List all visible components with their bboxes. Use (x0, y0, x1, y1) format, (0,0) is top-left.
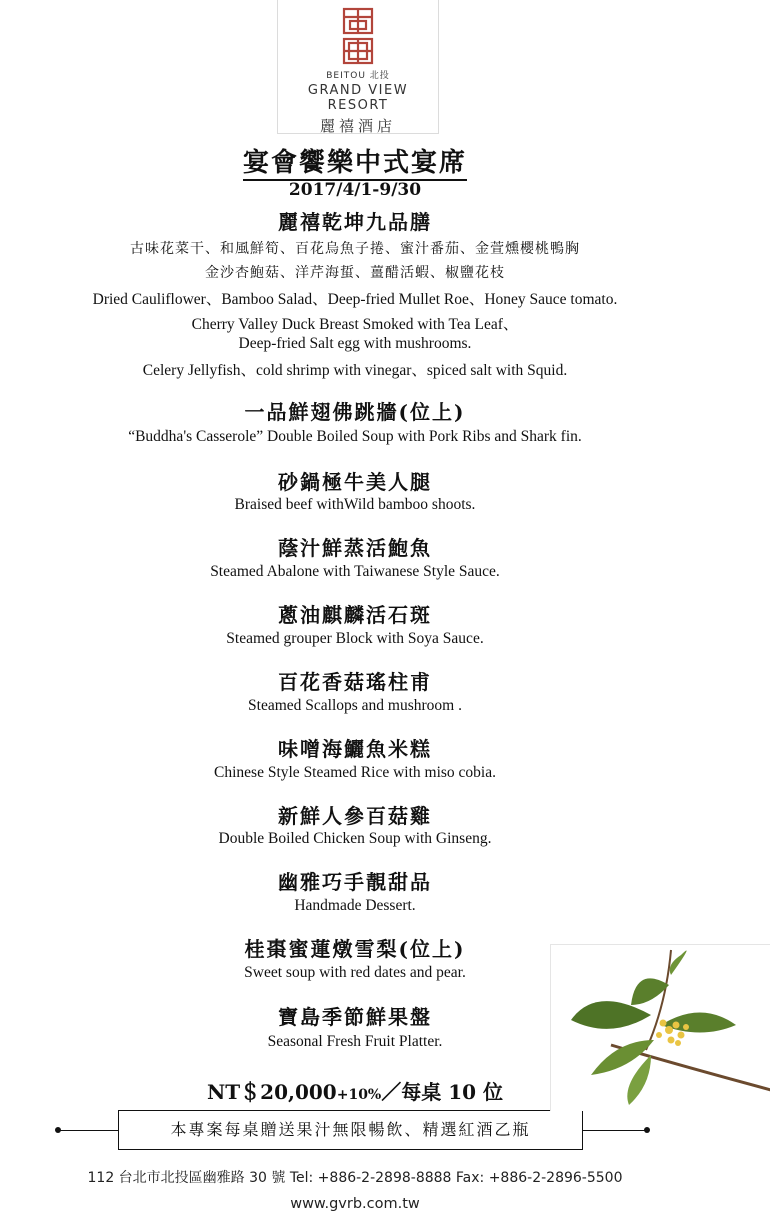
course-name: 百花香菇瑤柱甫 (278, 670, 432, 694)
course-name: 一品鮮翅佛跳牆(位上) (244, 400, 466, 424)
course-name: 味噌海鱺魚米糕 (278, 737, 432, 761)
course-en-desc: Steamed grouper Block with Soya Sauce. (226, 630, 484, 647)
course-en-desc-line1: Dried Cauliflower、Bamboo Salad、Deep-fried Mullet Roe、Honey Sauce tomato. (92, 291, 618, 308)
right-dot-ornament (644, 1127, 650, 1133)
service-charge: +10% (336, 1087, 382, 1103)
course-name: 蔥油麒麟活石斑 (278, 603, 432, 627)
hotel-logo (277, 0, 439, 134)
course-name: 幽雅巧手靚甜品 (278, 870, 432, 894)
logo-emblem-icon (278, 6, 438, 66)
menu-date: 2017/4/1-9/30 (288, 180, 422, 200)
course-en-desc: Braised beef withWild bamboo shoots. (234, 496, 476, 513)
course-name: 砂鍋極牛美人腿 (278, 470, 432, 494)
course-en-desc-line2: Cherry Valley Duck Breast Smoked with Tea Leaf、 (191, 316, 519, 333)
course-en-desc: Seasonal Fresh Fruit Platter. (267, 1033, 443, 1050)
menu-title: 宴會饗樂中式宴席 (0, 142, 710, 179)
right-divider-line (583, 1130, 647, 1131)
course-cn-desc-line1: 古味花菜干、和風鮮筍、百花烏魚子捲、蜜汁番茄、金萱燻櫻桃鴨胸 (130, 241, 580, 257)
website-link[interactable]: www.gvrb.com.tw (290, 1196, 420, 1212)
course-en-desc: Handmade Dessert. (294, 897, 416, 914)
contact-info: 112 台北市北投區幽雅路 30 號 Tel: +886-2-2898-8888 Fax: +886-2-2896-5500 (87, 1170, 623, 1186)
logo-beitou-text: BEITOU 北投 (326, 71, 390, 81)
course-en-desc: Sweet soup with red dates and pear. (244, 964, 466, 981)
course-en-desc: Steamed Scallops and mushroom . (248, 697, 462, 714)
left-divider-line (58, 1130, 118, 1131)
course-name-1: 麗禧乾坤九品膳 (278, 210, 432, 234)
course-en-desc-line4: Celery Jellyfish、cold shrimp with vinegar、spiced salt with Squid. (142, 362, 568, 379)
offer-notice-box: 本專案每桌贈送果汁無限暢飲、精選紅酒乙瓶 (118, 1110, 583, 1150)
course-name: 蔭汁鮮蒸活鮑魚 (278, 536, 432, 560)
price-amount: NT＄20,000 (207, 1080, 337, 1104)
course-en-desc: Chinese Style Steamed Rice with miso cobia. (214, 764, 496, 781)
osmanthus-flower-image (550, 944, 770, 1111)
per-table: ／每桌 10 位 (381, 1080, 503, 1104)
logo-name-en: GRAND VIEW RESORT (307, 83, 409, 113)
course-en-desc: Double Boiled Chicken Soup with Ginseng. (218, 830, 492, 847)
logo-name-cn: 麗禧酒店 (319, 117, 396, 135)
course-en-desc-line3: Deep-fried Salt egg with mushrooms. (238, 335, 472, 352)
course-en-desc: Steamed Abalone with Taiwanese Style Sauce. (210, 563, 500, 580)
course-name: 寶島季節鮮果盤 (278, 1005, 432, 1029)
course-name: 桂棗蜜蓮燉雪梨(位上) (244, 937, 466, 961)
course-name: 新鮮人參百菇雞 (278, 804, 432, 828)
course-en-desc: “Buddha's Casserole” Double Boiled Soup with Pork Ribs and Shark fin. (128, 428, 582, 445)
course-cn-desc-line2: 金沙杏鮑菇、洋芹海蜇、薑醋活蝦、椒鹽花枝 (205, 265, 505, 281)
